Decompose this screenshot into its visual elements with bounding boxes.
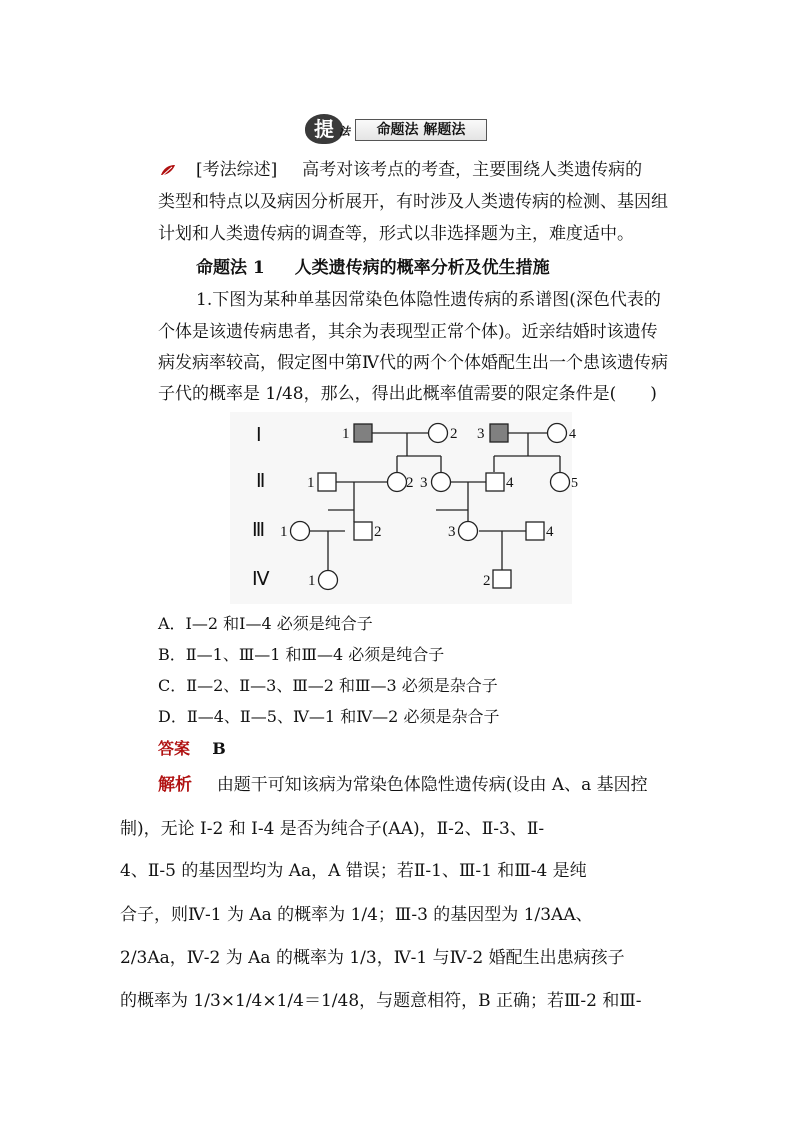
g2-num-3: 3: [420, 475, 428, 491]
gen1-female-2: [429, 424, 448, 443]
review-line-1: [考法综述] 高考对该考点的考查，主要围绕人类遗传病的: [196, 160, 643, 180]
g3-num-1: 1: [280, 524, 288, 540]
method-heading: 命题法 1 人类遗传病的概率分析及优生措施: [196, 258, 550, 278]
option-b: B．Ⅱ—1、Ⅲ—1 和Ⅲ—4 必须是纯合子: [158, 645, 445, 664]
gen4-male-2: [493, 570, 511, 588]
review-line-3: 计划和人类遗传病的调查等，形式以非选择题为主，难度适中。: [158, 224, 634, 244]
analysis-line-5: 2/3Aa，Ⅳ-2 为 Aa 的概率为 1/3，Ⅳ-1 与Ⅳ-2 婚配生出患病孩子: [120, 948, 625, 968]
banner-title: 命题法 解题法: [355, 119, 487, 141]
option-c: C．Ⅱ—2、Ⅱ—3、Ⅲ—2 和Ⅲ—3 必须是杂合子: [158, 676, 498, 695]
banner-badge: 提: [305, 114, 343, 144]
analysis-line-4: 合子，则Ⅳ-1 为 Aa 的概率为 1/4；Ⅲ-3 的基因型为 1/3AA、: [120, 905, 593, 925]
analysis-label: 解析: [158, 775, 192, 795]
gen-label-1: Ⅰ: [256, 425, 262, 446]
question-line-4: 子代的概率是 1/48，那么，得出此概率值需要的限定条件是( ): [158, 384, 657, 404]
gen2-female-2: [388, 473, 407, 492]
gen1-female-4: [548, 424, 567, 443]
g2-num-5: 5: [571, 476, 578, 491]
pedigree-chart: [230, 412, 578, 604]
gen4-female-1: [319, 571, 338, 590]
g3-num-4: 4: [546, 524, 554, 540]
answer-value: B: [212, 739, 226, 758]
review-line-2: 类型和特点以及病因分析展开，有时涉及人类遗传病的检测、基因组: [158, 192, 668, 212]
question-line-1: 1.下图为某种单基因常染色体隐性遗传病的系谱图(深色代表的: [196, 290, 661, 310]
gen-label-4: Ⅳ: [252, 569, 270, 590]
analysis-line-6: 的概率为 1/3×1/4×1/4＝1/48，与题意相符，B 正确；若Ⅲ-2 和Ⅲ-: [120, 991, 642, 1011]
gen3-female-3: [459, 522, 478, 541]
question-line-2: 个体是该遗传病患者，其余为表现型正常个体)。近亲结婚时该遗传: [158, 322, 658, 342]
answer-line: [158, 739, 226, 759]
analysis-line-1: 解析 由题干可知该病为常染色体隐性遗传病(设由 A、a 基因控: [158, 775, 648, 795]
g3-num-2: 2: [374, 524, 382, 540]
answer-label: 答案: [158, 739, 191, 758]
question-line-3: 病发病率较高，假定图中第Ⅳ代的两个个体婚配生出一个患该遗传病: [158, 353, 668, 373]
section-banner: [305, 114, 487, 144]
option-d: D．Ⅱ—4、Ⅱ—5、Ⅳ—1 和Ⅳ—2 必须是杂合子: [158, 707, 500, 726]
gen1-male-3-affected: [490, 424, 508, 442]
option-a: A．Ⅰ—2 和Ⅰ—4 必须是纯合子: [158, 614, 373, 633]
g1-num-4: 4: [569, 427, 576, 442]
g3-num-3: 3: [448, 524, 456, 540]
analysis-line-3: 4、Ⅱ-5 的基因型均为 Aa，A 错误；若Ⅱ-1、Ⅲ-1 和Ⅲ-4 是纯: [120, 861, 587, 881]
gen3-male-2: [354, 522, 372, 540]
gen3-female-1: [291, 522, 310, 541]
g4-num-1: 1: [308, 573, 316, 589]
g4-num-2: 2: [483, 573, 491, 589]
gen2-female-3: [432, 473, 451, 492]
g1-num-3: 3: [477, 426, 485, 442]
gen-label-2: Ⅱ: [256, 471, 266, 492]
gen2-female-5: [551, 473, 570, 492]
g2-num-1: 1: [307, 475, 315, 491]
g2-num-2: 2: [406, 475, 414, 491]
gen3-male-4: [526, 522, 544, 540]
gen-label-3: Ⅲ: [252, 520, 266, 541]
g1-num-1: 1: [342, 426, 350, 442]
g2-num-4: 4: [506, 475, 514, 491]
gen1-male-1-affected: [354, 424, 372, 442]
leaf-icon: [160, 163, 176, 177]
gen2-male-4: [486, 473, 504, 491]
review-tag: [考法综述]: [196, 160, 278, 180]
g1-num-2: 2: [450, 426, 458, 442]
banner-small-text: 法: [339, 125, 350, 138]
analysis-line-2: 制)，无论 Ⅰ-2 和 Ⅰ-4 是否为纯合子(AA)，Ⅱ-2、Ⅱ-3、Ⅱ-: [120, 819, 545, 839]
gen2-male-1: [318, 473, 336, 491]
